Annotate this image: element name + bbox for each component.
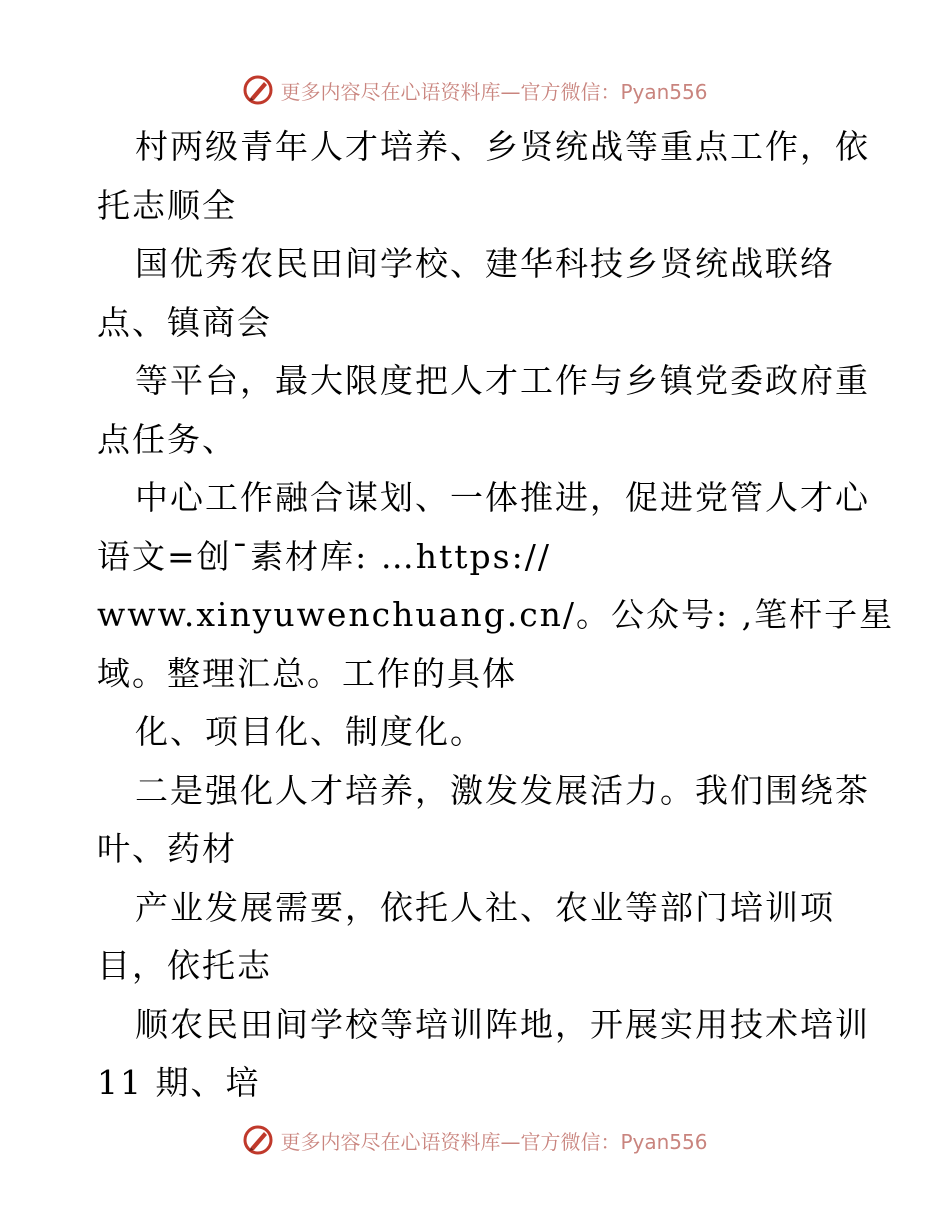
text-line: 语文=创¯素材库: …https:// — [97, 536, 551, 576]
text-line: 叶、药材 — [97, 829, 237, 868]
text-line: 顺农民田间学校等培训阵地，开展实用技术培训 — [135, 1004, 870, 1044]
watermark-text: 更多内容尽在心语资料库—官方微信：Pyan556 — [280, 1129, 708, 1154]
text-line: 点、镇商会 — [97, 302, 272, 342]
bottom-watermark-banner — [0, 1120, 950, 1160]
text-line: 二是强化人才培养，激发发展活力。我们围绕茶 — [135, 770, 870, 810]
document-body — [97, 118, 895, 1113]
pen-logo-icon — [242, 1124, 274, 1156]
top-watermark-banner — [0, 70, 950, 110]
watermark-text: 更多内容尽在心语资料库—官方微信：Pyan556 — [280, 79, 708, 104]
text-line: 目，依托志 — [97, 946, 272, 985]
text-line: www.xinyuwenchuang.cn/。公众号: ,笔杆子星 — [97, 595, 895, 634]
text-line: 化、项目化、制度化。 — [135, 712, 485, 751]
text-line: 托志顺全 — [97, 185, 237, 225]
text-line: 村两级青年人才培养、乡贤统战等重点工作，依 — [135, 127, 870, 166]
text-line: 中心工作融合谋划、一体推进，促进党管人才心 — [135, 478, 870, 517]
text-line: 产业发展需要，依托人社、农业等部门培训项 — [135, 887, 835, 927]
text-line: 国优秀农民田间学校、建华科技乡贤统战联络 — [135, 244, 835, 283]
text-line: 点任务、 — [97, 419, 237, 459]
pen-logo-icon — [242, 74, 274, 106]
text-line: 等平台，最大限度把人才工作与乡镇党委政府重 — [135, 361, 870, 400]
text-line: 域。整理汇总。工作的具体 — [97, 653, 517, 693]
text-line: 11 期、培 — [97, 1063, 261, 1102]
